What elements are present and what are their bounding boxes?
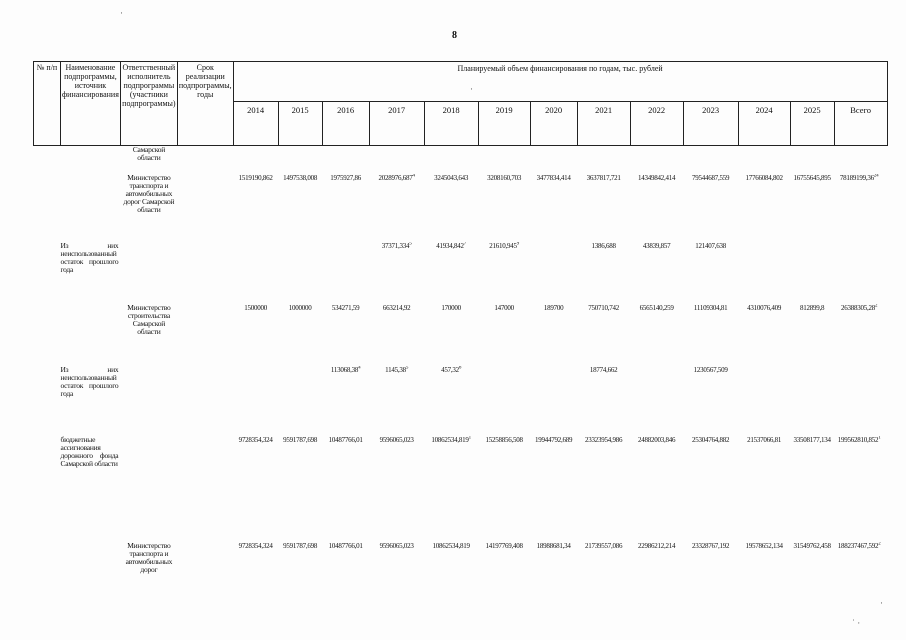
executor-cell: Министерство транспорта и автомобильных дорог Самарской области [123,173,175,214]
year-value-cell [577,366,630,436]
year-value-cell [630,174,683,242]
footnote-mark: 9 [516,241,519,247]
header-num: № п/п [34,62,61,146]
amount-value: 14197769,408 [485,541,523,550]
year-value-cell [424,174,478,242]
footnote-mark: 5 [405,365,409,371]
year-value-cell [530,146,577,174]
footnote-mark: 7 [463,241,466,247]
footnote-mark: 2 [874,303,878,309]
year-value-cell [530,542,577,602]
header-year: 2017 [369,102,424,146]
header-year: 2014 [233,102,278,146]
amount-value: 121407,638 [695,241,726,250]
year-value-cell [322,174,369,242]
source-cell [34,146,121,174]
amount-value: 9728354,324 [238,435,273,444]
amount-value: 18774,662 [589,365,618,374]
amount-value: 21610,945 [489,241,517,250]
year-value-cell [577,542,630,602]
amount-value: 23323954,986 [584,435,623,444]
executor-cell [120,242,177,304]
source-cell: Из них неиспользованный остаток прошлого года [60,241,119,274]
amount-value: 170000 [441,303,461,312]
footnote-mark: 1 [468,435,471,441]
source-cell: Из них неиспользованный остаток прошлого года [60,365,119,398]
table-row [34,436,888,542]
year-value-cell [322,542,369,602]
table-row [34,146,888,174]
amount-value: 812899,8 [799,303,825,312]
table-row [34,366,888,436]
year-value-cell [577,304,630,366]
amount-value: 9591787,698 [283,435,318,444]
year-value-cell [278,242,322,304]
amount-value: 10487766,01 [328,435,363,444]
year-value-cell [683,542,738,602]
scan-speck: ˙ · [852,618,861,628]
year-value-cell [278,366,322,436]
source-cell [34,542,121,602]
amount-value: 11109304,81 [693,303,728,312]
source-cell [34,174,121,242]
amount-value: 1145,38 [385,365,406,374]
financing-table [33,61,888,602]
year-value-cell [738,542,790,602]
year-value-cell [530,436,577,542]
amount-value: 663214,92 [382,303,411,312]
year-value-cell [630,366,683,436]
amount-value: 16755645,895 [793,173,831,182]
footnote-mark: 1 [878,435,881,441]
year-value-cell [630,542,683,602]
amount-value: 21739557,086 [584,541,623,550]
amount-value: 188237467,592 [837,541,879,550]
year-value-cell [738,304,790,366]
amount-value: 37371,334 [381,241,410,250]
year-value-cell [683,366,738,436]
financing-table-wrapper [33,61,888,602]
year-value-cell [369,146,424,174]
year-value-cell [369,436,424,542]
total-value-cell [834,242,887,304]
amount-value: 1386,688 [591,241,616,250]
year-value-cell [790,242,834,304]
amount-value: 9596065,023 [379,541,414,550]
footnote-mark: 4 [358,365,361,371]
header-plan-title: Планируемый объем финансирования по годам, тыс. рублей [233,62,887,102]
year-value-cell [478,242,530,304]
source-cell [34,304,121,366]
amount-value: 9596065,023 [379,435,414,444]
amount-value: 14349842,414 [637,173,676,182]
year-value-cell [424,242,478,304]
header-year: 2016 [322,102,369,146]
amount-value: 19578652,134 [745,541,783,550]
amount-value: 199562810,852 [837,435,879,444]
executor-cell [120,436,177,542]
footnote-mark: 5 [409,241,412,247]
footnote-mark: 6 [458,365,462,371]
amount-value: 2028976,687 [378,173,413,182]
year-value-cell [630,146,683,174]
amount-value: 31549762,458 [793,541,831,550]
header-name: Наименование подпрограммы, источник финансирования [61,62,121,146]
year-value-cell [278,436,322,542]
term-cell [177,436,233,542]
amount-value: 1500000 [244,303,267,312]
header-year: 2022 [630,102,683,146]
amount-value: 3477834,414 [536,173,571,182]
amount-value: 24882003,846 [637,435,676,444]
amount-value: 1497538,008 [283,173,318,182]
total-value-cell [834,146,887,174]
amount-value: 25304764,882 [691,435,730,444]
header-year: 2025 [790,102,834,146]
year-value-cell [577,436,630,542]
year-value-cell [278,174,322,242]
year-value-cell [233,146,278,174]
table-row [34,242,888,304]
year-value-cell [278,542,322,602]
amount-value: 10862534,819 [431,435,469,444]
scan-speck: · [120,8,123,18]
amount-value: 3208160,703 [487,173,522,182]
header-executor: Ответственный исполнитель подпрограммы (участники подпрограммы) [120,62,177,146]
year-value-cell [630,304,683,366]
header-year: 2020 [530,102,577,146]
year-value-cell [233,542,278,602]
year-value-cell [683,146,738,174]
header-year: 2018 [424,102,478,146]
year-value-cell [738,366,790,436]
year-value-cell [478,174,530,242]
total-value-cell [834,436,887,542]
header-year: 2015 [278,102,322,146]
amount-value: 43839,857 [642,241,671,250]
year-value-cell [369,174,424,242]
scan-speck: · [470,84,473,94]
amount-value: 10487766,01 [328,541,363,550]
executor-cell: Самарской области [132,145,165,162]
amount-value: 17766084,802 [745,173,783,182]
header-year: 2024 [738,102,790,146]
year-value-cell [530,242,577,304]
amount-value: 21537066,81 [747,435,782,444]
table-row [34,304,888,366]
amount-value: 3637817,721 [586,173,621,182]
year-value-cell [530,304,577,366]
year-value-cell [738,242,790,304]
year-value-cell [369,542,424,602]
term-cell [177,542,233,602]
term-cell [177,242,233,304]
year-value-cell [478,146,530,174]
executor-cell [120,366,177,436]
year-value-cell [478,366,530,436]
year-value-cell [790,366,834,436]
amount-value: 18988681,34 [536,541,571,550]
year-value-cell [233,242,278,304]
year-value-cell [683,174,738,242]
year-value-cell [630,436,683,542]
executor-cell: Министерство транспорта и автомобильных дорог [125,541,173,574]
year-value-cell [478,542,530,602]
year-value-cell [278,304,322,366]
amount-value: 19944792,689 [534,435,573,444]
year-value-cell [233,304,278,366]
term-cell [177,146,233,174]
year-value-cell [424,146,478,174]
amount-value: 33508177,134 [793,435,831,444]
footnote-mark: 2 [878,541,881,547]
page-number: 8 [452,30,457,41]
amount-value: 79544687,559 [691,173,730,182]
amount-value: 1000000 [288,303,312,312]
year-value-cell [278,146,322,174]
year-value-cell [738,174,790,242]
year-value-cell [424,366,478,436]
total-value-cell [834,174,887,242]
footnote-mark: 24 [873,173,879,179]
header-term: Срок реализации подпрограммы, годы [177,62,233,146]
amount-value: 22986212,214 [637,541,676,550]
year-value-cell [424,542,478,602]
total-value-cell [834,542,887,602]
table-body [34,146,888,602]
term-cell [177,174,233,242]
year-value-cell [322,146,369,174]
amount-value: 147000 [494,303,514,312]
header-year: 2019 [478,102,530,146]
source-cell: бюджетные ассигнования дорожного фонда Самарской области [60,435,119,468]
year-value-cell [530,366,577,436]
table-row [34,174,888,242]
year-value-cell [322,242,369,304]
year-value-cell [424,304,478,366]
amount-value: 15258856,508 [485,435,523,444]
year-value-cell [683,436,738,542]
amount-value: 9728354,324 [238,541,273,550]
table-header [34,62,888,146]
amount-value: 189700 [543,303,564,312]
amount-value: 10862534,819 [432,541,470,550]
amount-value: 1975927,86 [330,173,361,182]
total-value-cell [834,366,887,436]
year-value-cell [790,542,834,602]
term-cell [177,304,233,366]
amount-value: 78189199,36 [839,173,874,182]
year-value-cell [369,366,424,436]
year-value-cell [322,304,369,366]
year-value-cell [478,436,530,542]
amount-value: 457,32 [441,365,459,374]
amount-value: 1230567,509 [693,365,728,374]
year-value-cell [424,436,478,542]
footnote-mark: 4 [412,173,415,179]
year-value-cell [683,304,738,366]
year-value-cell [577,146,630,174]
amount-value: 3245043,643 [434,173,469,182]
amount-value: 113068,38 [330,365,359,374]
year-value-cell [233,174,278,242]
amount-value: 23328767,192 [691,541,730,550]
year-value-cell [577,242,630,304]
year-value-cell [630,242,683,304]
year-value-cell [738,436,790,542]
total-value-cell [834,304,887,366]
year-value-cell [790,304,834,366]
year-value-cell [233,366,278,436]
header-year: 2023 [683,102,738,146]
amount-value: 750710,742 [588,303,619,312]
year-value-cell [683,242,738,304]
year-value-cell [322,436,369,542]
year-value-cell [790,174,834,242]
year-value-cell [478,304,530,366]
year-value-cell [577,174,630,242]
amount-value: 9591787,698 [283,541,318,550]
year-value-cell [369,242,424,304]
term-cell [177,366,233,436]
amount-value: 6565140,259 [639,303,674,312]
scan-speck: · [880,598,883,608]
table-row [34,542,888,602]
year-value-cell [790,436,834,542]
amount-value: 4310076,409 [747,303,782,312]
year-value-cell [738,146,790,174]
amount-value: 1519190,862 [238,173,273,182]
year-value-cell [369,304,424,366]
amount-value: 534271,59 [331,303,360,312]
header-year: 2021 [577,102,630,146]
amount-value: 26388305,28 [840,303,875,312]
year-value-cell [790,146,834,174]
year-value-cell [322,366,369,436]
header-year: Всего [834,102,887,146]
year-value-cell [233,436,278,542]
amount-value: 41934,842 [436,241,464,250]
year-value-cell [530,174,577,242]
executor-cell: Министерство строительства Самарской области [127,303,171,336]
